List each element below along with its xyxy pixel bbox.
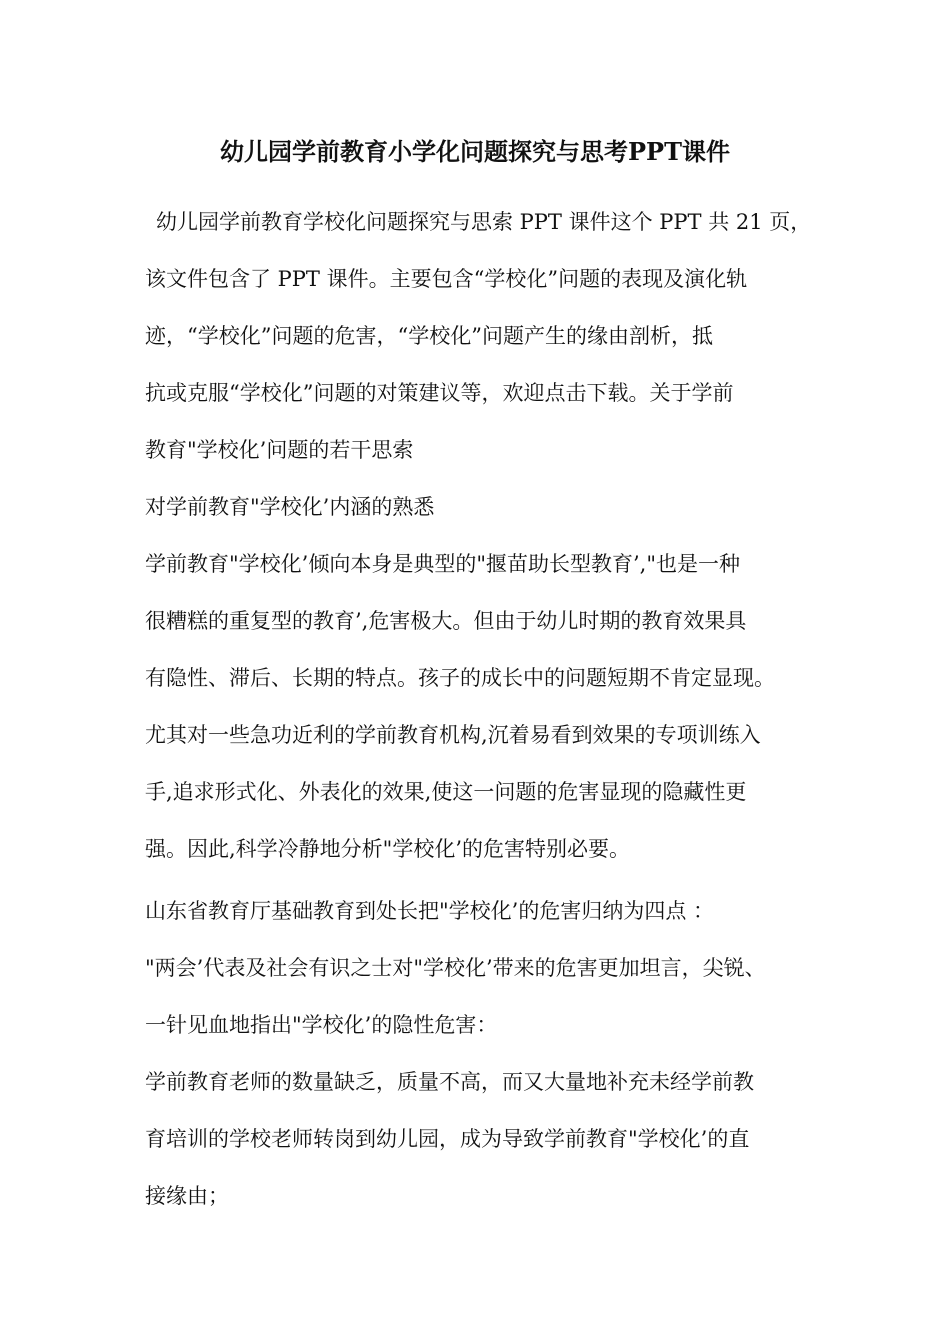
paragraph-line: 抗或克服“学校化”问题的对策建议等，欢迎点击下载。关于学前 (145, 381, 734, 405)
paragraph-line: 该文件包含了 PPT 课件。主要包含“学校化”问题的表现及演化轨 (145, 267, 748, 291)
paragraph-line: 育培训的学校老师转岗到幼儿园，成为导致学前教育"学校化’的直 (145, 1127, 750, 1151)
paragraph-line: 教育"学校化’问题的若干思索 (145, 438, 414, 462)
paragraph-line: 很糟糕的重复型的教育’,危害极大。但由于幼儿时期的教育效果具 (145, 609, 747, 633)
paragraph-line: 有隐性、滞后、长期的特点。孩子的成长中的问题短期不肯定显现。 (145, 666, 775, 690)
paragraph-line: 强。因此,科学冷静地分析"学校化’的危害特别必要。 (145, 837, 631, 861)
document-title: 幼儿园学前教育小学化问题探究与思考PPT课件 (220, 137, 730, 166)
paragraph-line: 学前教育老师的数量缺乏，质量不高，而又大量地补充未经学前教 (145, 1070, 754, 1094)
paragraph-line: 一针见血地指出"学校化’的隐性危害： (145, 1013, 498, 1037)
paragraph-line: "两会’代表及社会有识之士对"学校化’带来的危害更加坦言，尖锐、 (145, 956, 766, 980)
paragraph-line: 山东省教育厅基础教育到处长把"学校化’的危害归纳为四点 ： (145, 899, 715, 923)
paragraph-line: 尤其对一些急功近利的学前教育机构,沉着易看到效果的专项训练入 (145, 723, 761, 747)
paragraph-line: 迹，“学校化”问题的危害，“学校化”问题产生的缘由剖析，抵 (145, 324, 713, 348)
paragraph-line: 幼儿园学前教育学校化问题探究与思索 PPT 课件这个 PPT 共 21 页， (156, 210, 812, 234)
paragraph-line: 接缘由； (145, 1184, 229, 1208)
paragraph-line: 对学前教育"学校化’内涵的熟悉 (145, 495, 435, 519)
paragraph-line: 学前教育"学校化’倾向本身是典型的"揠苗助长型教育’,"也是一种 (145, 552, 741, 576)
paragraph-line: 手,追求形式化、外表化的效果,使这一问题的危害显现的隐藏性更 (145, 780, 747, 804)
